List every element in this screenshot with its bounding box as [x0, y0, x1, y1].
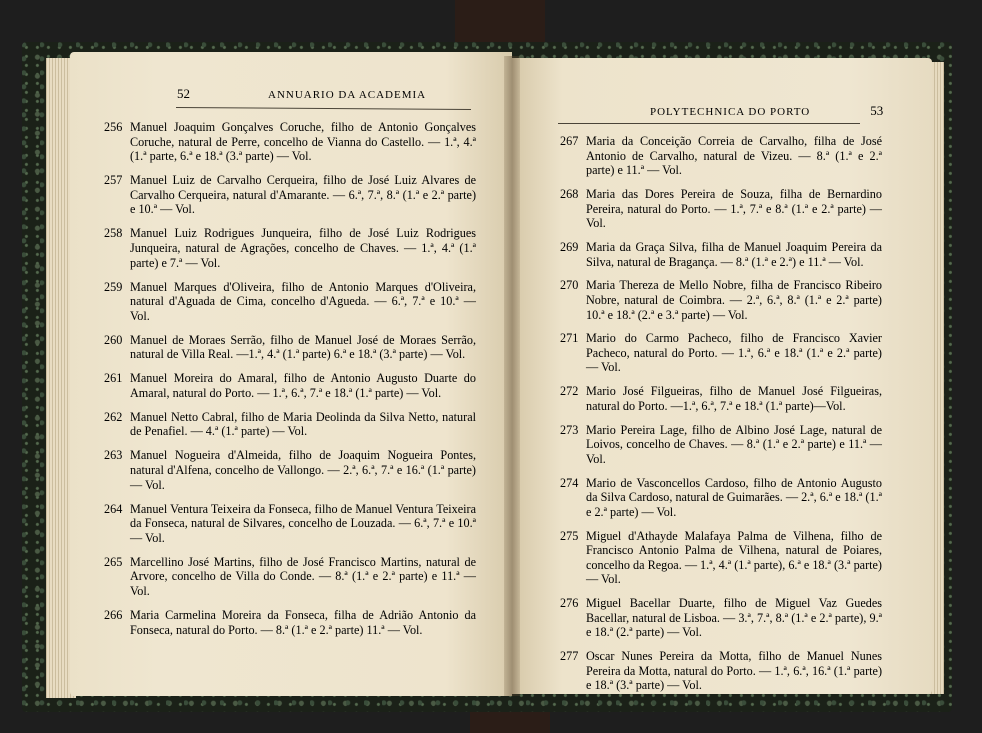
entry-number: 271 [560, 331, 579, 346]
list-item [104, 226, 476, 270]
left-page-number: 52 [177, 86, 190, 101]
entry-text: Miguel Bacellar Duarte, filho de Miguel Vaz Guedes Bacellar, natural de Lisboa. — 3.ª, 7.ª, 8.ª (1.ª e 2.ª parte), 9.ª e 18.ª (2.ª parte) — Vol. [586, 596, 882, 640]
entry-text: Manuel Ventura Teixeira da Fonseca, filho de Manuel Ventura Teixeira da Fonseca, natural de Silvares, concelho de Louzada. — 6.ª, 7.ª e 10.ª — Vol. [130, 501, 476, 545]
entry-number: 276 [560, 596, 579, 611]
list-item [560, 240, 882, 269]
entry-number: 269 [560, 239, 579, 254]
list-item [104, 608, 476, 637]
list-item [104, 555, 476, 599]
entry-number: 261 [104, 371, 123, 386]
entry-number: 268 [560, 186, 579, 201]
entry-number: 265 [104, 554, 123, 569]
list-item [104, 448, 476, 492]
right-entry-list [560, 134, 882, 702]
entry-text: Manuel Marques d'Oliveira, filho de Antonio Marques d'Oliveira, natural d'Aguada de Cima, concelho d'Agueda. — 6.ª, 7.ª e 10.ª — Vol. [130, 279, 476, 323]
entry-number: 257 [104, 173, 123, 188]
entry-number: 266 [104, 607, 123, 622]
entry-number: 263 [104, 448, 123, 463]
left-entry-list [104, 120, 476, 647]
list-item [560, 278, 882, 322]
entry-text: Mario Pereira Lage, filho de Albino José Lage, natural de Loivos, concelho de Chaves. — 8.ª (1.ª e 2.ª parte) e 11.ª — Vol. [586, 422, 882, 466]
entry-text: Manuel Luiz de Carvalho Cerqueira, filho de José Luiz Alvares de Carvalho Cerqueira, natural d'Amarante. — 6.ª, 7.ª, 8.ª (1.ª e 2.ª parte) e 10.ª — Vol. [130, 173, 476, 217]
list-item [104, 502, 476, 546]
left-page-header [177, 86, 426, 102]
entry-text: Maria Thereza de Mello Nobre, filha de Francisco Ribeiro Nobre, natural de Coimbra. — 2.ª, 6.ª, 8.ª (1.ª e 2.ª parte) 10.ª e 18.ª (2.ª e 3.ª parte) — Vol. [586, 278, 882, 322]
list-item [560, 134, 882, 178]
entry-number: 273 [560, 422, 579, 437]
entry-number: 260 [104, 332, 123, 347]
book-gutter [504, 56, 520, 696]
entry-text: Marcellino José Martins, filho de José Francisco Martins, natural de Arvore, concelho de Villa do Conde. — 8.ª (1.ª e 2.ª parte) e 11.ª — Vol. [130, 554, 476, 598]
entry-number: 259 [104, 279, 123, 294]
entry-text: Maria Carmelina Moreira da Fonseca, filha de Adrião Antonio da Fonseca, natural do Porto. — 8.ª (1.ª e 2.ª parte) 11.ª — Vol. [130, 607, 476, 637]
entry-number: 258 [104, 226, 123, 241]
entry-text: Maria da Conceição Correia de Carvalho, filha de José Antonio de Carvalho, natural de Vizeu. — 8.ª (1.ª e 2.ª parte) e 11.ª — Vol. [586, 134, 882, 178]
list-item [104, 371, 476, 400]
entry-number: 262 [104, 409, 123, 424]
entry-text: Mario de Vasconcellos Cardoso, filho de Antonio Augusto da Silva Cardoso, natural de Guimarães. — 2.ª, 6.ª e 18.ª (1.ª e 2.ª parte) — Vol. [586, 475, 882, 519]
list-item [104, 333, 476, 362]
right-page-number: 53 [870, 103, 884, 118]
entry-number: 256 [104, 120, 123, 134]
right-running-head: POLYTECHNICA DO PORTO [650, 106, 811, 118]
list-item [560, 331, 882, 375]
entry-text: Manuel Moreira do Amaral, filho de Antonio Augusto Duarte do Amaral, natural do Porto. — 1.ª, 6.ª, 7.ª e 18.ª (1.ª parte) — Vol. [130, 371, 476, 400]
entry-number: 277 [560, 649, 579, 664]
entry-number: 275 [560, 528, 579, 543]
entry-text: Miguel d'Athayde Malafaya Palma de Vilhena, filho de Francisco Antonio Palma de Vilhena, natural de Poiares, concelho da Regoa. — 1.ª, 4.ª (1.ª parte), 6.ª e 18.ª (3.ª parte) — Vol. [586, 528, 882, 587]
entry-number: 270 [560, 278, 579, 293]
entry-text: Mario do Carmo Pacheco, filho de Francisco Xavier Pacheco, natural do Porto. — 1.ª, 6.ª e 18.ª (1.ª e 2.ª parte) — Vol. [586, 331, 882, 375]
entry-number: 267 [560, 134, 579, 148]
left-running-head: ANNUARIO DA ACADEMIA [268, 89, 427, 101]
list-item [560, 649, 882, 693]
list-item [560, 529, 882, 587]
list-item [560, 596, 882, 640]
entry-text: Oscar Nunes Pereira da Motta, filho de Manuel Nunes Pereira da Motta, natural do Porto. — 1.ª, 6.ª, 16.ª (1.ª parte) e 18.ª (3.ª parte) — Vol. [586, 649, 882, 693]
entry-number: 272 [560, 384, 579, 399]
entry-text: Maria das Dores Pereira de Souza, filha de Bernardino Pereira, natural do Porto. — 1.ª, 7.ª e 8.ª (1.ª e 2.ª parte) — Vol. [586, 186, 882, 231]
entry-text: Manuel Luiz Rodrigues Junqueira, filho de José Luiz Rodrigues Junqueira, natural de Agrações, concelho de Chaves. — 1.ª, 4.ª (1.ª parte) e 7.ª — Vol. [130, 226, 476, 270]
list-item [560, 476, 882, 520]
right-header-rule [558, 123, 860, 124]
entry-text: Manuel Joaquim Gonçalves Coruche, filho de Antonio Gonçalves Coruche, natural de Perre, concelho de Vianna do Castello. — 1.ª, 4.ª (1.ª parte, 6.ª e 18.ª (3.ª parte) — Vol. [130, 120, 476, 164]
entry-number: 264 [104, 501, 123, 516]
list-item [104, 120, 476, 164]
list-item [560, 384, 882, 413]
list-item [104, 410, 476, 439]
list-item [560, 187, 882, 231]
entry-text: Manuel Nogueira d'Almeida, filho de Joaquim Nogueira Pontes, natural d'Alfena, concelho de Vallongo. — 2.ª, 6.ª, 7.ª e 16.ª (1.ª parte) — Vol. [130, 448, 476, 492]
entry-text: Maria da Graça Silva, filha de Manuel Joaquim Pereira da Silva, natural de Bragança. — 8.ª (1.ª e 2.ª) e 11.ª — Vol. [586, 239, 882, 269]
entry-number: 274 [560, 475, 579, 490]
list-item [104, 173, 476, 217]
entry-text: Mario José Filgueiras, filho de Manuel José Filgueiras, natural do Porto. —1.ª, 6.ª, 7.ª e 18.ª (1.ª parte)—Vol. [586, 384, 882, 413]
entry-text: Manuel Netto Cabral, filho de Maria Deolinda da Silva Netto, natural de Penafiel. — 4.ª (1.ª parte) — Vol. [130, 409, 476, 439]
list-item [104, 280, 476, 324]
list-item [560, 423, 882, 467]
entry-text: Manuel de Moraes Serrão, filho de Manuel José de Moraes Serrão, natural de Villa Real. —1.ª, 4.ª (1.ª parte) 6.ª e 18.ª (3.ª parte) — Vol. [130, 332, 476, 362]
right-page-header [650, 103, 883, 119]
